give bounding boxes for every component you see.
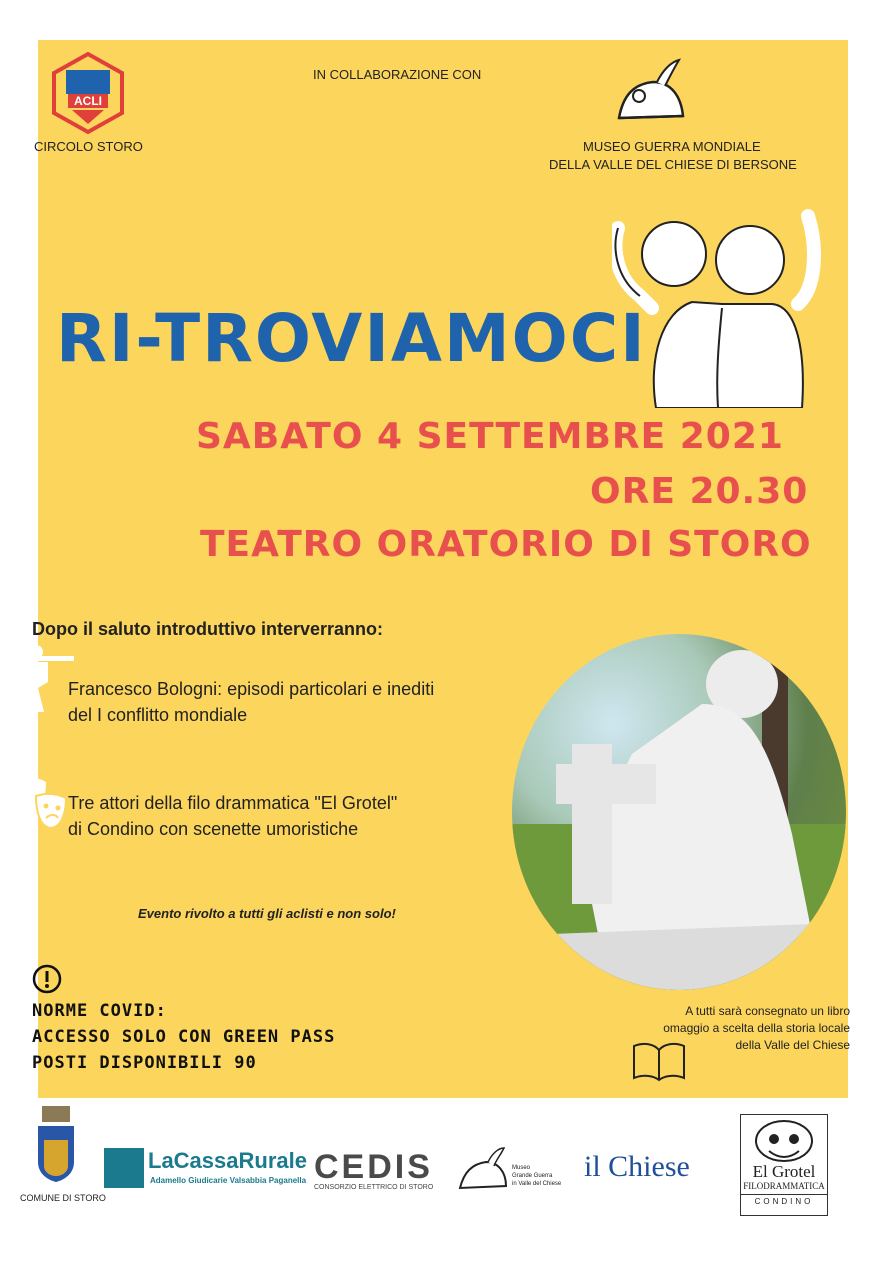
comune-crest-icon [34,1106,78,1184]
event-time: ORE 20.30 [590,471,809,512]
speaker-2-line1: Tre attori della filo drammatica "El Grotel" [68,793,398,813]
tagline: Evento rivolto a tutti gli aclisti e non solo! [138,906,396,921]
circolo-label: CIRCOLO STORO [34,139,143,154]
grotel-main: El Grotel [752,1162,816,1181]
warning-icon [32,964,62,994]
soldier-icon [14,642,76,718]
comune-label: COMUNE DI STORO [20,1193,106,1203]
speaker-1-line1: Francesco Bologni: episodi particolari e inediti [68,679,435,699]
covid-rules [32,998,335,1076]
cedis-main: CEDIS [314,1148,433,1186]
acli-logo-text: ACLI [74,94,102,108]
event-date: SABATO 4 SETTEMBRE 2021 [196,416,784,457]
museo-line1: Museo [512,1165,531,1171]
museo-footer-icon [456,1146,510,1196]
cassa-square-icon [104,1148,144,1188]
museo-line2: Grande Guerra [512,1173,553,1179]
museo-line3: in Valle del Chiese [512,1181,562,1187]
covid-heading: NORME COVID: [32,1001,167,1021]
event-place: TEATRO ORATORIO DI STORO [200,524,812,565]
gift-line1: A tutti sarà consegnato un libro [685,1004,850,1018]
event-title: RI-TROVIAMOCI [56,300,647,377]
intro-text: Dopo il saluto introduttivo interverranno: [32,619,383,639]
book-icon [630,1040,688,1084]
el-grotel-logo [740,1114,828,1216]
museum-label-2: DELLA VALLE DEL CHIESE DI BERSONE [549,157,797,172]
grotel-place: CONDINO [741,1194,827,1206]
museum-label-1: MUSEO GUERRA MONDIALE [583,139,761,154]
grotel-sub: FILODRAMMATICA [743,1181,825,1191]
speaker-1-line2: del I conflitto mondiale [68,705,248,725]
speaker-1 [68,676,434,728]
cedis-sub: CONSORZIO ELETTRICO DI STORO [314,1184,434,1191]
speaker-2-line2: di Condino con scenette umoristiche [68,819,359,839]
theater-masks-icon [14,776,70,834]
cassa-main: LaCassaRurale [148,1148,307,1173]
il-chiese-logo: il Chiese [584,1150,690,1183]
cassa-sub: Adamello Giudicarie Valsabbia Paganella [150,1176,307,1185]
covid-line2: POSTI DISPONIBILI 90 [32,1053,257,1073]
museo-footer-text [512,1164,561,1188]
cassa-rurale-logo [104,1148,307,1188]
covid-line1: ACCESSO SOLO CON GREEN PASS [32,1027,336,1047]
statue-photo [512,634,846,990]
gift-line2: omaggio a scelta della storia locale [663,1021,850,1035]
alpine-hat-icon [613,56,689,132]
acli-logo [52,52,124,134]
collab-label: IN COLLABORAZIONE CON [313,67,482,82]
cedis-logo [314,1150,444,1192]
gift-line3: della Valle del Chiese [735,1038,850,1052]
speaker-2 [68,790,397,842]
